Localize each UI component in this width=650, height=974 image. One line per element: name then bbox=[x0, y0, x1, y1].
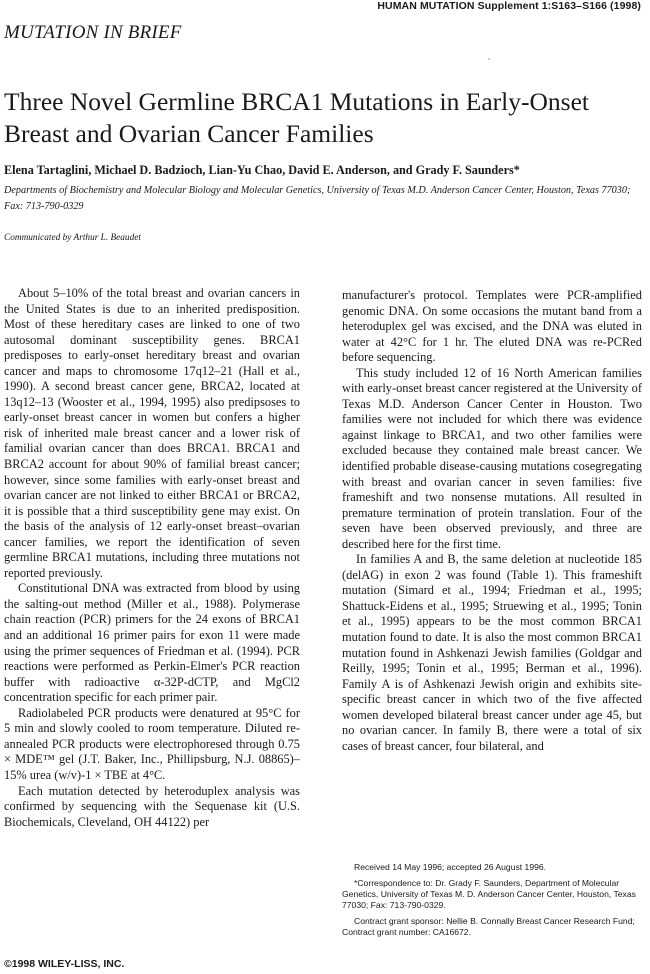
paragraph-dna-extraction: Constitutional DNA was extracted from blood by using the salting-out method (Miller et al., 1988). Polymerase chain reaction (PCR) primers for the 24 exons of BRCA1 and an additional 16 primer pairs for exon 11 were made using the primer sequences of Friedman et al. (1994). PCR reactions were performed as Perkin-Elmer's PCR reaction buffer with radioactive α-32P-dCTP, and MgCl2 concentration specific for each primer pair. bbox=[4, 581, 300, 705]
section-label: MUTATION IN BRIEF bbox=[4, 22, 182, 43]
paragraph-protocol-cont: manufacturer's protocol. Templates were PCR-amplified genomic DNA. On some occasions the mutant band from a heteroduplex gel was excised, and the DNA was eluted in water at 42°C for 1 hr. The eluted DNA was re-PCRed before sequencing. bbox=[342, 288, 642, 365]
paragraph-radiolabeled: Radiolabeled PCR products were denatured at 95°C for 5 min and slowly cooled to room temperature. Diluted re-annealed PCR products were electrophoresed through 0.75 × MDE™ gel (J.T. Baker, Inc., Phillipsburg, N.J. 08865)–15% urea (w/v)-1 × TBE at 4°C. bbox=[4, 705, 300, 782]
paragraph-study: This study included 12 of 16 North American families with early-onset breast cancer registered at the University of Texas M.D. Anderson Cancer Center in Houston. Two families were not included for which there was evidence against linkage to BRCA1, and two other families were excluded because they contained male breast cancer. We identified probable disease-causing mutations cosegregating with breast and ovarian cancer in seven families: five frameshift and two nonsense mutations. All resulted in premature termination of protein translation. Four of the seven have been observed previously, and three are described here for the first time. bbox=[342, 365, 642, 551]
paragraph-heteroduplex: Each mutation detected by heteroduplex analysis was confirmed by sequencing with the Sequenase kit (U.S. Biochemicals, Cleveland, OH 44122) per bbox=[4, 783, 300, 829]
body-column-right bbox=[342, 288, 642, 754]
author-list: Elena Tartaglini, Michael D. Badzioch, Lian-Yu Chao, David E. Anderson, and Grady F. Saunders* bbox=[4, 163, 520, 177]
paragraph-families: In families A and B, the same deletion at nucleotide 185 (delAG) in exon 2 was found (Table 1). This frameshift mutation (Simard et al., 1994; Friedman et al., 1995; Shattuck-Eidens et al., 1995; Struewing et al., 1995; Tonin et al., 1995) appears to be the most common BRCA1 mutation found to date. It is also the most common BRCA1 mutation found in Ashkenazi Jewish families (Goldgar and Reilly, 1995; Tonin et al., 1995; Berman et al., 1996). Family A is of Ashkenazi Jewish origin and exhibits site-specific breast cancer in which two of the five affected women developed bilateral breast cancer under age 45, but no ovarian cancer. In family B, there were a total of six cases of breast cancer, four bilateral, and bbox=[342, 552, 642, 753]
received-dates: Received 14 May 1996; accepted 26 August 1996. bbox=[354, 862, 547, 872]
grant-note: Contract grant sponsor: Nellie B. Connally Breast Cancer Research Fund; Contract grant number: CA16672. bbox=[342, 916, 635, 937]
footnotes bbox=[342, 862, 642, 943]
body-column-left bbox=[4, 286, 300, 830]
affiliation: Departments of Biochemistry and Molecular Biology and Molecular Genetics, University of Texas M.D. Anderson Cancer Center, Houston, Texas 77030; Fax: 713-790-0329 bbox=[4, 185, 631, 212]
communicated-by: Communicated by Arthur L. Beaudet bbox=[4, 233, 141, 243]
copyright-notice: ©1998 WILEY-LISS, INC. bbox=[4, 958, 125, 970]
journal-header: HUMAN MUTATION Supplement 1:S163–S166 (1998) bbox=[377, 0, 641, 12]
paragraph-intro: About 5–10% of the total breast and ovarian cancers in the United States is due to an inherited predisposition. Most of these hereditary cases are linked to one of two autosomal dominant susceptibility genes. BRCA1 predisposes to early-onset hereditary breast and ovarian cancer and maps to chromosome 17q12–21 (Hall et al., 1990). A second breast cancer gene, BRCA2, located at 13q12–13 (Wooster et al., 1994, 1995) also predipsoses to early-onset breast cancer in women but confers a higher risk of inherited male breast cancer and a lower risk of familial ovarian cancer than does BRCA1. BRCA1 and BRCA2 account for about 90% of familial breast cancer; however, since some families with early-onset breast and ovarian cancer are not linked to either BRCA1 or BRCA2, it is possible that a third susceptibility gene may exist. On the basis of the analysis of 12 early-onset breast–ovarian cancer families, we report the identification of seven germline BRCA1 mutations, including three mutations not reported previously. bbox=[4, 286, 300, 580]
article-title: Three Novel Germline BRCA1 Mutations in Early-Onset Breast and Ovarian Cancer Families bbox=[4, 87, 589, 148]
scan-speck bbox=[488, 58, 490, 60]
correspondence-note: *Correspondence to: Dr. Grady F. Saunders, Department of Molecular Genetics, University of Texas M. D. Anderson Cancer Center, Houston, Texas 77030; Fax: 713-790-0329. bbox=[342, 878, 636, 910]
